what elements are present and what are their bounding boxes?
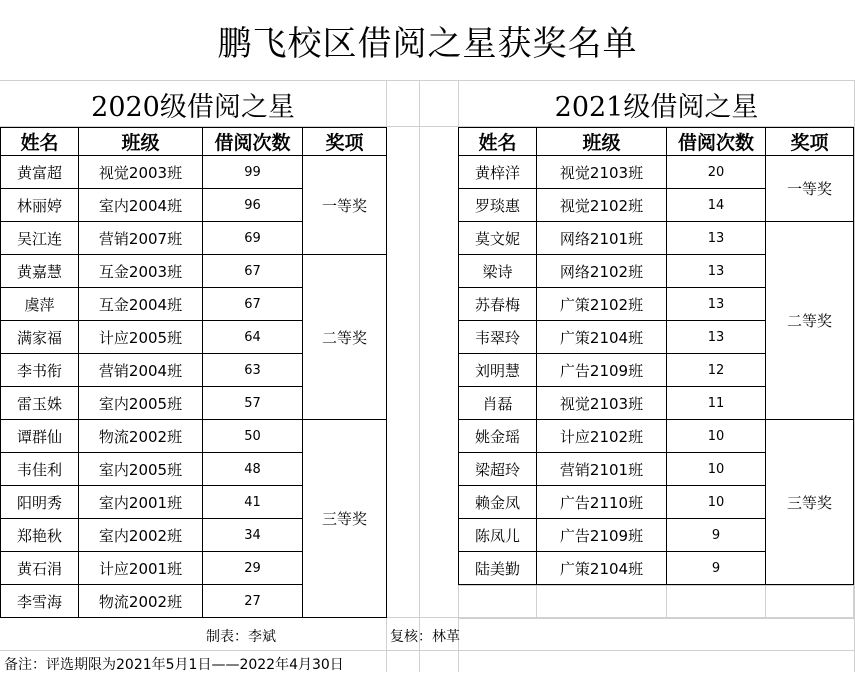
student-class: 广告2109班	[537, 519, 667, 552]
borrow-count: 10	[667, 420, 766, 453]
student-name: 罗琰惠	[459, 189, 537, 222]
empty-cell	[667, 586, 766, 619]
student-class: 广告2110班	[537, 486, 667, 519]
col-header-class: 班级	[537, 128, 667, 156]
table-header-row	[459, 128, 854, 156]
empty-cell	[766, 586, 854, 619]
student-class: 营销2007班	[79, 222, 203, 255]
col-header-name: 姓名	[459, 128, 537, 156]
student-name: 梁超玲	[459, 453, 537, 486]
borrow-count: 69	[203, 222, 303, 255]
student-name: 苏春梅	[459, 288, 537, 321]
student-name: 刘明慧	[459, 354, 537, 387]
student-name: 林丽婷	[1, 189, 79, 222]
student-class: 室内2002班	[79, 519, 203, 552]
col-header-count: 借阅次数	[667, 128, 766, 156]
student-name: 韦翠玲	[459, 321, 537, 354]
prize-third: 三等奖	[766, 420, 854, 585]
borrow-count: 67	[203, 255, 303, 288]
borrow-count: 14	[667, 189, 766, 222]
prize-first: 一等奖	[303, 156, 387, 255]
right-heading: 2021级借阅之星	[554, 91, 759, 123]
col-header-count: 借阅次数	[203, 128, 303, 156]
borrow-count: 13	[667, 255, 766, 288]
student-class: 广策2104班	[537, 552, 667, 585]
borrow-count: 67	[203, 288, 303, 321]
prize-third: 三等奖	[303, 420, 387, 618]
borrow-count: 27	[203, 585, 303, 618]
student-name: 黄富超	[1, 156, 79, 189]
student-name: 陈凤儿	[459, 519, 537, 552]
student-name: 谭群仙	[1, 420, 79, 453]
student-class: 室内2001班	[79, 486, 203, 519]
borrow-count: 10	[667, 453, 766, 486]
borrow-count: 13	[667, 321, 766, 354]
prize-first: 一等奖	[766, 156, 854, 222]
student-class: 视觉2103班	[537, 156, 667, 189]
student-name: 姚金瑶	[459, 420, 537, 453]
borrow-count: 96	[203, 189, 303, 222]
col-header-class: 班级	[79, 128, 203, 156]
student-name: 韦佳利	[1, 453, 79, 486]
col-header-prize: 奖项	[303, 128, 387, 156]
student-class: 营销2101班	[537, 453, 667, 486]
student-class: 广策2104班	[537, 321, 667, 354]
student-name: 李雪海	[1, 585, 79, 618]
borrow-count: 50	[203, 420, 303, 453]
student-name: 黄嘉慧	[1, 255, 79, 288]
student-name: 莫文妮	[459, 222, 537, 255]
gridline	[0, 650, 855, 651]
footer-note: 备注：评选期限为2021年5月1日——2022年4月30日	[4, 657, 344, 673]
student-class: 广策2102班	[537, 288, 667, 321]
borrow-count: 11	[667, 387, 766, 420]
borrow-count: 9	[667, 552, 766, 585]
borrow-count: 29	[203, 552, 303, 585]
borrow-count: 64	[203, 321, 303, 354]
col-header-prize: 奖项	[766, 128, 854, 156]
borrow-count: 13	[667, 222, 766, 255]
borrow-count: 20	[667, 156, 766, 189]
student-class: 计应2102班	[537, 420, 667, 453]
borrow-count: 34	[203, 519, 303, 552]
col-header-name: 姓名	[1, 128, 79, 156]
borrow-count: 99	[203, 156, 303, 189]
student-name: 肖磊	[459, 387, 537, 420]
reviewer-label: 复核：林革	[390, 629, 460, 645]
student-class: 广告2109班	[537, 354, 667, 387]
borrow-count: 13	[667, 288, 766, 321]
borrow-count: 12	[667, 354, 766, 387]
student-name: 满家福	[1, 321, 79, 354]
student-class: 营销2004班	[79, 354, 203, 387]
table-row	[459, 420, 854, 453]
student-class: 室内2005班	[79, 387, 203, 420]
student-class: 室内2004班	[79, 189, 203, 222]
table-row	[459, 156, 854, 189]
student-class: 物流2002班	[79, 420, 203, 453]
empty-cells	[458, 585, 854, 619]
student-name: 黄梓洋	[459, 156, 537, 189]
prize-second: 二等奖	[303, 255, 387, 420]
student-name: 李书衔	[1, 354, 79, 387]
student-class: 网络2102班	[537, 255, 667, 288]
student-name: 梁诗	[459, 255, 537, 288]
empty-cell	[459, 586, 537, 619]
student-name: 黄石涓	[1, 552, 79, 585]
maker-label: 制表：李斌	[206, 629, 276, 645]
student-name: 郑艳秋	[1, 519, 79, 552]
borrow-count: 41	[203, 486, 303, 519]
table-row	[1, 156, 387, 189]
empty-cell	[537, 586, 667, 619]
student-class: 计应2005班	[79, 321, 203, 354]
left-award-table	[0, 127, 387, 618]
student-class: 计应2001班	[79, 552, 203, 585]
student-name: 虞萍	[1, 288, 79, 321]
student-class: 物流2002班	[79, 585, 203, 618]
student-name: 雷玉姝	[1, 387, 79, 420]
prize-second: 二等奖	[766, 222, 854, 420]
table-row	[1, 255, 387, 288]
table-row	[459, 222, 854, 255]
table-header-row	[1, 128, 387, 156]
student-name: 阳明秀	[1, 486, 79, 519]
student-name: 陆美勤	[459, 552, 537, 585]
student-class: 互金2003班	[79, 255, 203, 288]
table-row	[1, 420, 387, 453]
borrow-count: 10	[667, 486, 766, 519]
student-class: 视觉2003班	[79, 156, 203, 189]
left-heading: 2020级借阅之星	[91, 91, 295, 123]
student-class: 视觉2102班	[537, 189, 667, 222]
right-award-table	[458, 127, 854, 585]
student-class: 室内2005班	[79, 453, 203, 486]
student-class: 视觉2103班	[537, 387, 667, 420]
student-class: 互金2004班	[79, 288, 203, 321]
student-class: 网络2101班	[537, 222, 667, 255]
borrow-count: 48	[203, 453, 303, 486]
borrow-count: 63	[203, 354, 303, 387]
page-title: 鹏飞校区借阅之星获奖名单	[0, 0, 855, 81]
gridline	[419, 80, 420, 672]
student-name: 吴江连	[1, 222, 79, 255]
borrow-count: 57	[203, 387, 303, 420]
student-name: 赖金凤	[459, 486, 537, 519]
borrow-count: 9	[667, 519, 766, 552]
